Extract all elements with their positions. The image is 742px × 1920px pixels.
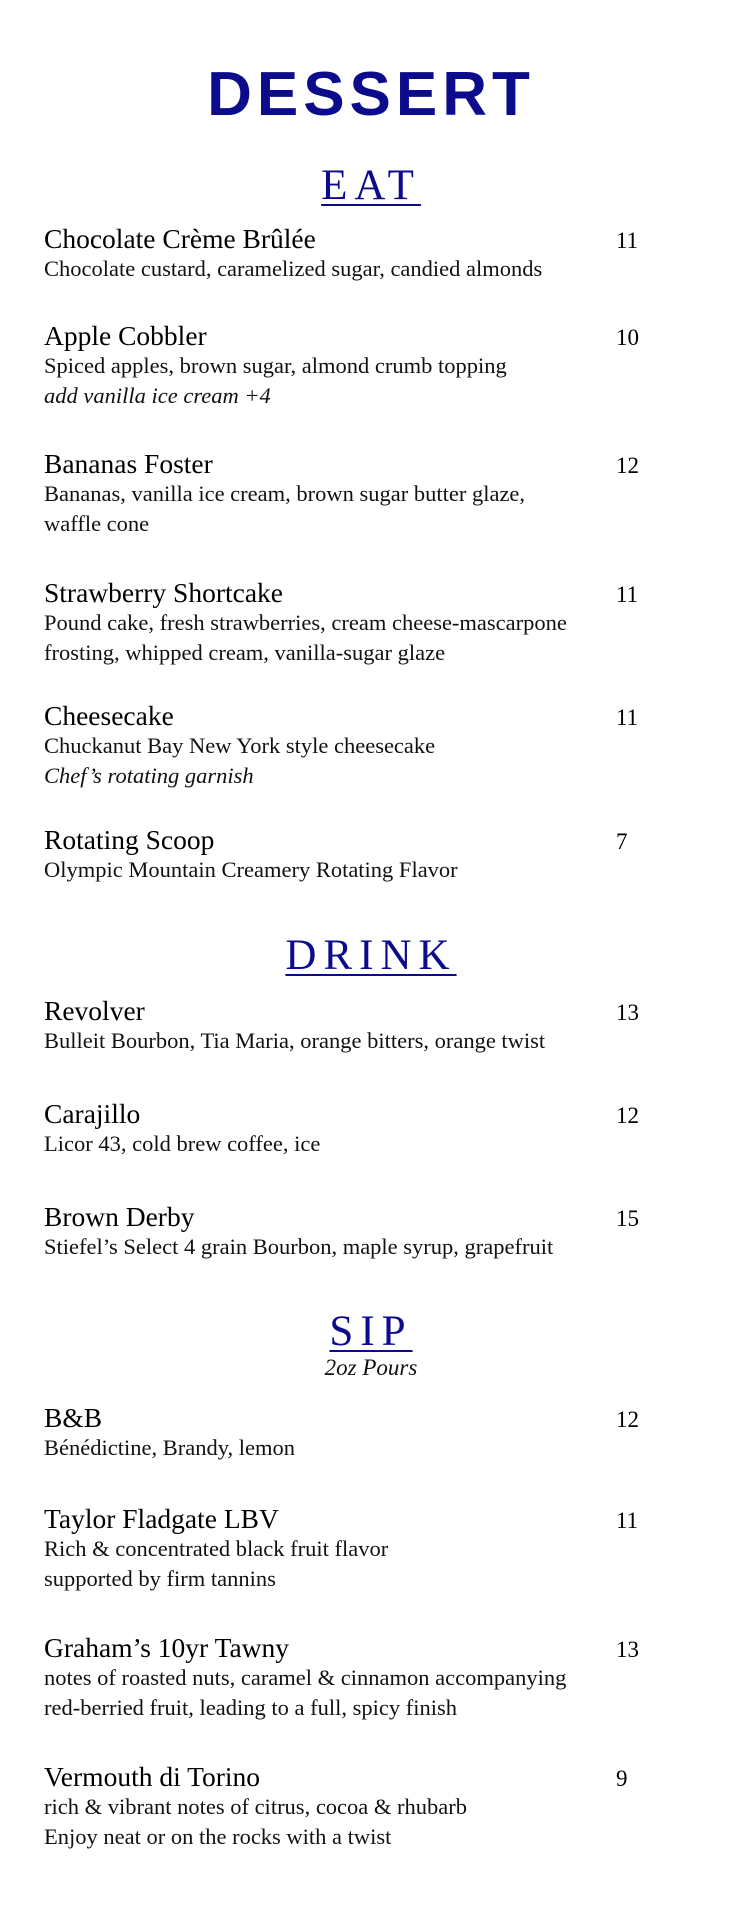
- item-price: 12: [616, 1407, 639, 1432]
- item-name: Cheesecake: [44, 700, 174, 731]
- item-name: Brown Derby: [44, 1201, 195, 1232]
- item-description: Bulleit Bourbon, Tia Maria, orange bitters, orange twist: [44, 1028, 546, 1053]
- menu-item-grahams-10yr-tawny: [44, 1633, 734, 1723]
- item-description: Bénédictine, Brandy, lemon: [44, 1435, 295, 1460]
- item-name: Strawberry Shortcake: [44, 577, 284, 608]
- item-price: 12: [616, 1103, 639, 1128]
- item-name: Rotating Scoop: [44, 824, 215, 855]
- item-price: 11: [616, 582, 639, 607]
- menu-item-bananas-foster: [44, 449, 734, 539]
- item-price: 11: [616, 228, 639, 253]
- item-description: Spiced apples, brown sugar, almond crumb topping: [44, 353, 507, 378]
- item-description: Stiefel’s Select 4 grain Bourbon, maple syrup, grapefruit: [44, 1234, 554, 1259]
- item-note: Chef’s rotating garnish: [44, 763, 254, 788]
- section-heading-drink: DRINK: [285, 932, 457, 979]
- item-description-line-2: supported by firm tannins: [44, 1566, 276, 1591]
- item-description: Olympic Mountain Creamery Rotating Flavor: [44, 857, 458, 882]
- menu-item-taylor-fladgate-lbv: [44, 1504, 734, 1594]
- item-note: add vanilla ice cream +4: [44, 383, 271, 408]
- item-description: Pound cake, fresh strawberries, cream cheese-mascarpone: [44, 610, 567, 635]
- menu-item-strawberry-shortcake: [44, 578, 734, 668]
- menu-item-revolver: [44, 996, 734, 1056]
- item-price: 10: [616, 325, 639, 350]
- item-price: 13: [616, 1637, 639, 1662]
- menu-item-vermouth-di-torino: [44, 1762, 734, 1852]
- item-price: 15: [616, 1206, 639, 1231]
- menu-title: DESSERT: [207, 60, 535, 129]
- section-heading-sip: SIP: [329, 1308, 413, 1355]
- item-name: Revolver: [44, 995, 145, 1026]
- item-description: Licor 43, cold brew coffee, ice: [44, 1131, 321, 1156]
- item-name: Carajillo: [44, 1098, 141, 1129]
- item-description: notes of roasted nuts, caramel & cinnamon accompanying: [44, 1665, 567, 1690]
- item-description: Chuckanut Bay New York style cheesecake: [44, 733, 436, 758]
- menu-item-cheesecake: [44, 701, 734, 791]
- item-name: Chocolate Crème Brûlée: [44, 223, 316, 254]
- section-heading-eat: EAT: [321, 162, 421, 209]
- item-description: Bananas, vanilla ice cream, brown sugar butter glaze,: [44, 481, 526, 506]
- item-name: Graham’s 10yr Tawny: [44, 1632, 290, 1663]
- menu-item-chocolate-creme-brulee: [44, 224, 734, 284]
- item-description-line-2: red-berried fruit, leading to a full, spicy finish: [44, 1695, 457, 1720]
- menu-item-rotating-scoop: [44, 825, 734, 885]
- section-subheading-pours: 2oz Pours: [324, 1355, 418, 1380]
- item-description: Rich & concentrated black fruit flavor: [44, 1536, 389, 1561]
- item-price: 13: [616, 1000, 639, 1025]
- item-name: Bananas Foster: [44, 448, 213, 479]
- item-description: Chocolate custard, caramelized sugar, candied almonds: [44, 256, 543, 281]
- item-price: 9: [616, 1766, 628, 1791]
- menu-item-brown-derby: [44, 1202, 734, 1262]
- item-price: 11: [616, 705, 639, 730]
- menu-item-apple-cobbler: [44, 321, 734, 411]
- menu-item-b-and-b: [44, 1403, 734, 1463]
- item-description-line-2: Enjoy neat or on the rocks with a twist: [44, 1824, 392, 1849]
- item-description: rich & vibrant notes of citrus, cocoa & rhubarb: [44, 1794, 467, 1819]
- item-price: 11: [616, 1508, 639, 1533]
- item-name: Taylor Fladgate LBV: [44, 1503, 279, 1534]
- item-name: Apple Cobbler: [44, 320, 207, 351]
- item-name: B&B: [44, 1402, 103, 1433]
- item-description-line-2: waffle cone: [44, 511, 150, 536]
- item-price: 12: [616, 453, 639, 478]
- item-price: 7: [616, 829, 628, 854]
- item-name: Vermouth di Torino: [44, 1761, 261, 1792]
- menu-item-carajillo: [44, 1099, 734, 1159]
- item-description-line-2: frosting, whipped cream, vanilla-sugar glaze: [44, 640, 446, 665]
